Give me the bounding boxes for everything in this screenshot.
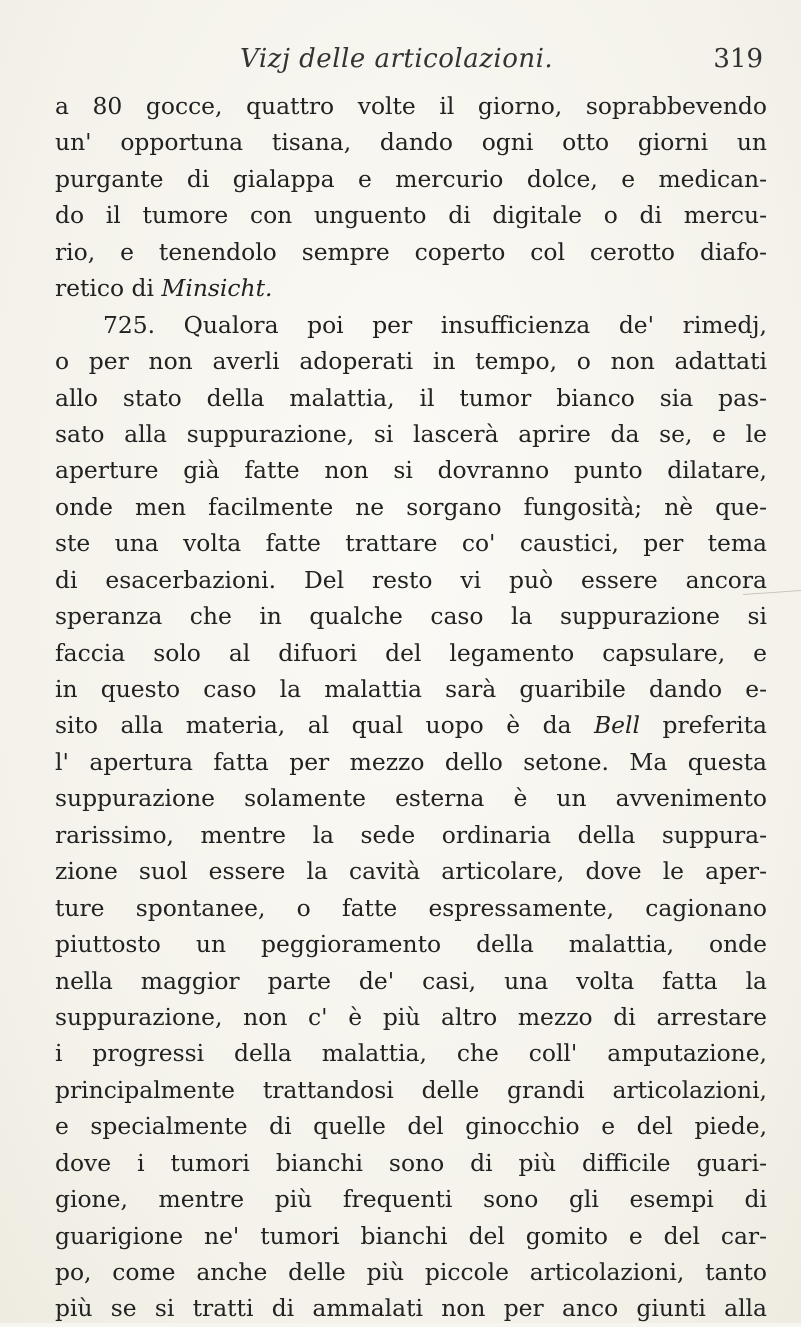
text-line: aperture già fatte non si dovranno punto dilatare, xyxy=(55,456,767,485)
text-line: di esacerbazioni. Del resto vi può essere ancora xyxy=(55,565,767,594)
running-head-title: Vizj delle articolazioni. xyxy=(240,44,554,74)
text-line xyxy=(55,707,767,743)
text-line: onde men facilmente ne sorgano fungosità; nè que- xyxy=(55,492,767,521)
text-line: guarigione ne' tumori bianchi del gomito e del car- xyxy=(55,1221,767,1250)
text-line: più se si tratti di ammalati non per anco giunti alla xyxy=(55,1294,767,1323)
text-line: do il tumore con unguento di digitale o di mercu- xyxy=(55,201,767,230)
text-line: dove i tumori bianchi sono di più difficile guari- xyxy=(55,1148,767,1177)
text-line: o per non averli adoperati in tempo, o non adattati xyxy=(55,347,767,376)
text-line: rio, e tenendolo sempre coperto col cerotto diafo- xyxy=(55,237,767,266)
text-line: i progressi della malattia, che coll' amputazione, xyxy=(55,1039,767,1068)
text-fragment: sito alla materia, al qual uopo è da xyxy=(55,711,594,740)
text-line: e specialmente di quelle del ginocchio e del piede, xyxy=(55,1112,767,1141)
text-line: un' opportuna tisana, dando ogni otto giorni un xyxy=(55,128,767,157)
text-line xyxy=(55,270,767,306)
text-line: suppurazione solamente esterna è un avvenimento xyxy=(55,784,767,813)
text-line: nella maggior parte de' casi, una volta fatta la xyxy=(55,966,767,995)
text-line: gione, mentre più frequenti sono gli esempi di xyxy=(55,1185,767,1214)
running-head xyxy=(55,44,775,84)
text-line: ste una volta fatte trattare co' caustici, per tema xyxy=(55,529,767,558)
body-text xyxy=(55,88,767,1327)
paragraph-start-line: 725. Qualora poi per insufficienza de' rimedj, xyxy=(103,310,767,339)
text-fragment: preferita xyxy=(639,711,767,740)
author-name-italic: Bell xyxy=(593,711,640,740)
text-line: sato alla suppurazione, si lascerà aprire da se, e le xyxy=(55,419,767,448)
text-line: in questo caso la malattia sarà guaribile dando e- xyxy=(55,675,767,703)
text-line: rarissimo, mentre la sede ordinaria della suppura- xyxy=(55,820,767,849)
page-number: 319 xyxy=(713,44,763,74)
text-line: allo stato della malattia, il tumor bianco sia pas- xyxy=(55,383,767,412)
text-line: speranza che in qualche caso la suppurazione si xyxy=(55,602,767,631)
text-line: l' apertura fatta per mezzo dello setone. Ma questa xyxy=(55,747,767,776)
text-line: piuttosto un peggioramento della malattia, onde xyxy=(55,930,767,959)
text-line: suppurazione, non c' è più altro mezzo di arrestare xyxy=(55,1002,767,1031)
text-line: zione suol essere la cavità articolare, dove le aper- xyxy=(55,857,767,886)
text-line: purgante di gialappa e mercurio dolce, e medican- xyxy=(55,164,767,193)
text-line: faccia solo al difuori del legamento capsulare, e xyxy=(55,638,767,667)
author-name-italic: Minsicht. xyxy=(161,274,273,303)
text-fragment: retico di xyxy=(55,274,162,303)
text-line: a 80 gocce, quattro volte il giorno, soprabbevendo xyxy=(55,92,767,120)
text-line: principalmente trattandosi delle grandi articolazioni, xyxy=(55,1075,767,1104)
text-line: ture spontanee, o fatte espressamente, cagionano xyxy=(55,893,767,922)
text-line: po, come anche delle più piccole articolazioni, tanto xyxy=(55,1258,767,1286)
